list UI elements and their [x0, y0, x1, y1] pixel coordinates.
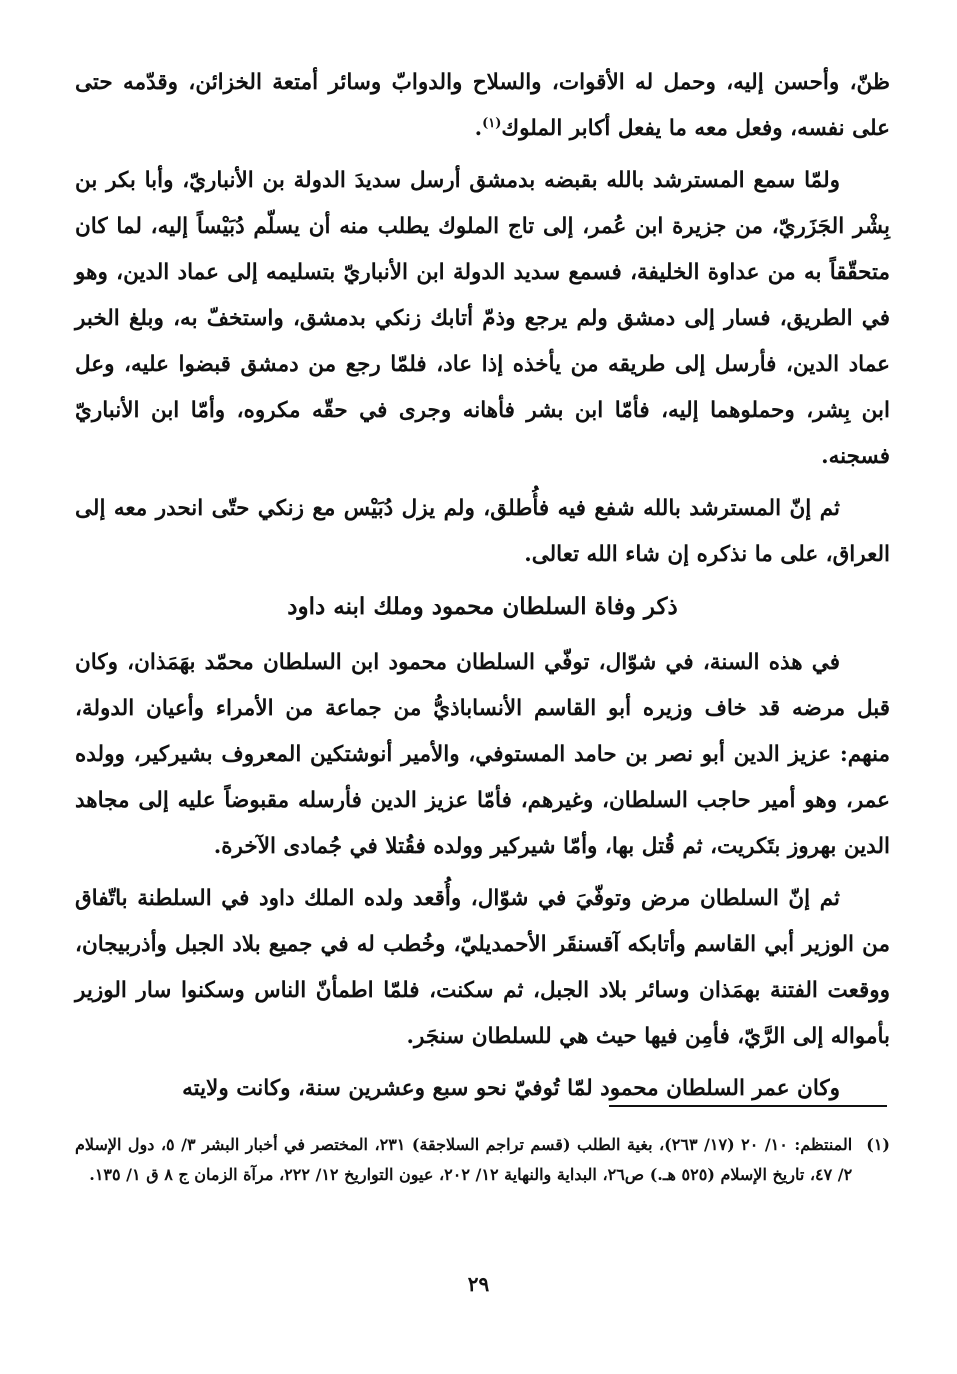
- paragraph-tail: .: [474, 116, 483, 141]
- footnote-text: المنتظم: ١٠/ ٢٠ (١٧/ ٢٦٣)، بغية الطلب (قسم تراجم السلاجقة) ٢٣١، المختصر في أخبار البشر ٣/ ٥، دول الإسلام ٢/ ٤٧، تاريخ الإسلام (٥٢٥ هـ.) ص٢٦، البداية والنهاية ١٢/ ٢٠٢، عيون التواريخ ١٢/ ٢٢٢، مرآة الزمان ج ٨ ق ١/ ١٣٥.: [75, 1135, 853, 1184]
- footnote-reference[interactable]: (١): [482, 115, 502, 131]
- paragraph-dawud-succession: ثم إنّ السلطان مرض وتوفّيَ في شوّال، وأُقعد ولده الملك داود في السلطنة باتّفاق من الوزير أبي القاسم وأتابكه آقسنقَر الأحمديليّ، وخُطب له في جميع بلاد الجبل وأذربيجان، ووقعت الفتنة بهمَذان وسائر بلاد الجبل، ثم سكنت، فلمّا اطمأنّ الناس وسكنوا سار الوزير بأمواله إلى الرَّيّ، فأمِن فيها حيث هي للسلطان سنجَر.: [75, 886, 890, 1049]
- paragraph-text: ظنّ، وأحسن إليه، وحمل له الأقوات، والسلاح والدوابّ وسائر أمتعة الخزائن، وقدّمه حتى على نفسه، وفعل معه ما يفعل أكابر الملوك: [75, 70, 890, 141]
- section-heading: ذكر وفاة السلطان محمود وملك ابنه داود: [287, 593, 678, 620]
- paragraph-dubays-release: ثم إنّ المسترشد بالله شفع فيه فأُطلق، ولم يزل دُبَيْس مع زنكي حتّى انحدر معه إلى العراق، على ما نذكره إن شاء الله تعالى.: [75, 496, 890, 567]
- paragraph-opening: [75, 60, 890, 152]
- paragraph-sultan-death-intro: في هذه السنة، في شوّال، توفّي السلطان محمود ابن السلطان محمّد بهَمَذان، وكان قبل مرضه قد خاف وزيره أبو القاسم الأنساباذيُّ من جماعة من الأمراء وأعيان الدولة، منهم: عزيز الدين أبو نصر بن حامد المستوفي، والأمير أنوشتكين المعروف بشيركير، وولده عمر، وهو أمير حاجب السلطان، وغيرهم، فأمّا عزيز الدين فأرسله مقبوضاً عليه إلى مجاهد الدين بهروز بتَكريت، ثم قُتل بها، وأمّا شيركير وولده فقُتلا في جُمادى الآخرة.: [75, 650, 890, 859]
- paragraph-mustarshid-request: ولمّا سمع المسترشد بالله بقبضه بدمشق أرسل سديدَ الدولة بن الأنباريّ، وأبا بكر بن بِشْر الجَزَريّ، من جزيرة ابن عُمر، إلى تاج الملوك يطلب منه أن يسلّم دُبَيْساً إليه، لما كان متحقّقاً به من عداوة الخليفة، فسمع سديد الدولة ابن الأنباريّ بتسليمه إلى عماد الدين، وهو في الطريق، فسار إلى دمشق ولم يرجع وذمّ أتابك زنكي بدمشق، واستخفّ به، وبلغ الخبر عماد الدين، فأرسل إلى طريقه من يأخذه إذا عاد، فلمّا رجع من دمشق قبضوا عليه، وعل ابن بِشر، وحملوهما إليه، فأمّا ابن بشر فأهانه وجرى في حقّه مكروه، وأمّا ابن الأنباريّ فسجنه.: [75, 168, 890, 469]
- paragraph-sultan-age: وكان عمر السلطان محمود لمّا تُوفيّ نحو سبع وعشرين سنة، وكانت ولايته: [182, 1076, 840, 1101]
- footnote-divider: [609, 1105, 887, 1107]
- footnote: [75, 1130, 890, 1190]
- footnote-number: (١): [866, 1135, 890, 1154]
- page-number: ٢٩: [467, 1272, 490, 1296]
- page-body: [75, 60, 890, 1118]
